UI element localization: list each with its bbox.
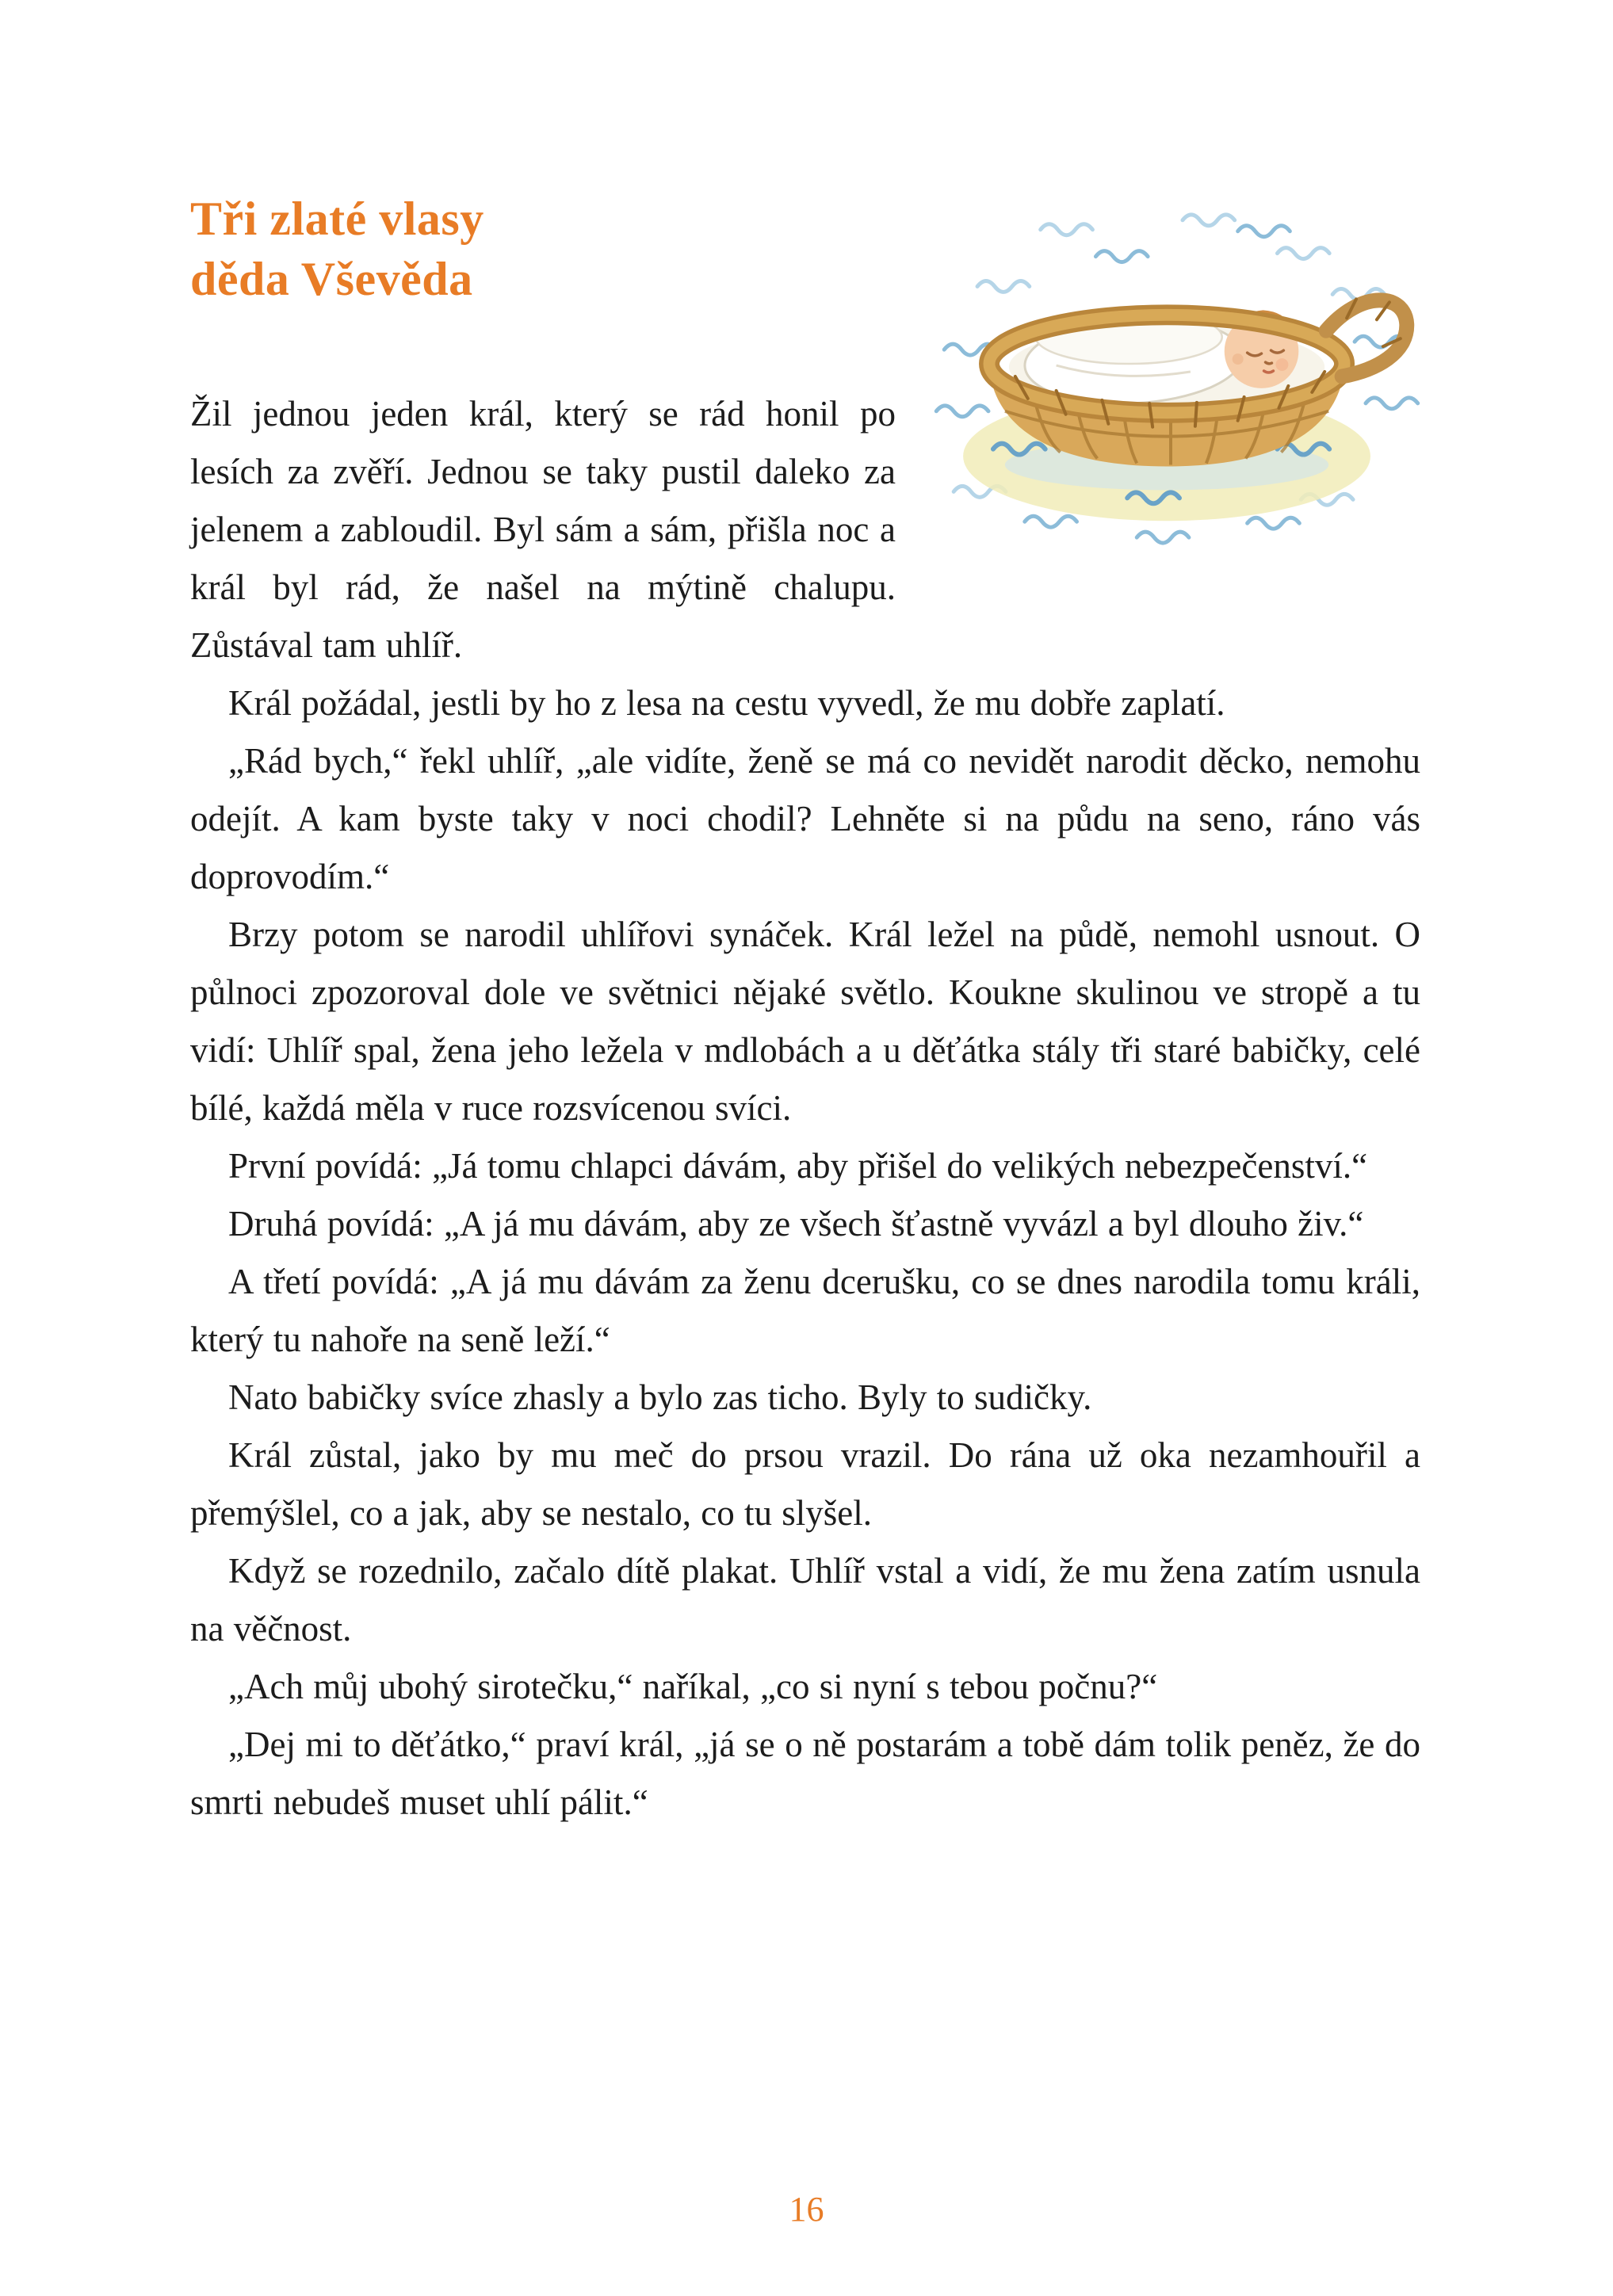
paragraph: Král zůstal, jako by mu meč do prsou vrazil. Do rána už oka nezamhouřil a přemýšlel, co a jak, aby se nestalo, co tu slyšel. <box>190 1435 1420 1533</box>
paragraph: Když se rozednilo, začalo dítě plakat. Uhlíř vstal a vidí, že mu žena zatím usnula na věčnost. <box>190 1551 1420 1648</box>
story-title-line1: Tři zlaté vlasy <box>190 193 484 245</box>
story-body <box>190 385 1420 1832</box>
paragraph: A třetí povídá: „A já mu dávám za ženu dcerušku, co se dnes narodila tomu králi, který tu nahoře na seně leží.“ <box>190 1262 1420 1359</box>
paragraph: Brzy potom se narodil uhlířovi synáček. Král ležel na půdě, nemohl usnout. O půlnoci zpozoroval dole ve světnici nějaké světlo. Koukne skulinou ve stropě a tu vidí: Uhlíř spal, žena jeho ležela v mdlobách a u děťátka stály tři staré babičky, celé bílé, každá měla v ruce rozsvícenou svíci. <box>190 915 1420 1128</box>
baby-in-basket-illustration <box>929 184 1420 563</box>
paragraph: Druhá povídá: „A já mu dávám, aby ze všech šťastně vyvázl a byl dlouho živ.“ <box>228 1204 1364 1244</box>
paragraph: „Rád bych,“ řekl uhlíř, „ale vidíte, ženě se má co nevidět narodit děcko, nemohu odejít. A kam byste taky v noci chodil? Lehněte si na půdu na seno, ráno vás doprovodím.“ <box>190 741 1420 896</box>
story-title-line2: děda Vševěda <box>190 253 473 305</box>
paragraph: První povídá: „Já tomu chlapci dávám, aby přišel do velikých nebezpečenství.“ <box>228 1146 1368 1186</box>
paragraph: Nato babičky svíce zhasly a bylo zas ticho. Byly to sudičky. <box>228 1377 1092 1417</box>
paragraph: „Dej mi to děťátko,“ praví král, „já se o ně postarám a tobě dám tolik peněz, že do smrti nebudeš muset uhlí pálit.“ <box>190 1725 1420 1822</box>
paragraph: „Ach můj ubohý sirotečku,“ naříkal, „co si nyní s tebou počnu?“ <box>228 1667 1158 1706</box>
paragraph: Žil jednou jeden král, který se rád honil po lesích za zvěří. Jednou se taky pustil daleko za jelenem a zabloudil. Byl sám a sám, přišla noc a král byl rád, že našel na mýtině chalupu. Zůstával tam uhlíř. <box>190 394 896 665</box>
paragraph: Král požádal, jestli by ho z lesa na cestu vyvedl, že mu dobře zaplatí. <box>228 683 1225 723</box>
page-number: 16 <box>789 2190 824 2229</box>
